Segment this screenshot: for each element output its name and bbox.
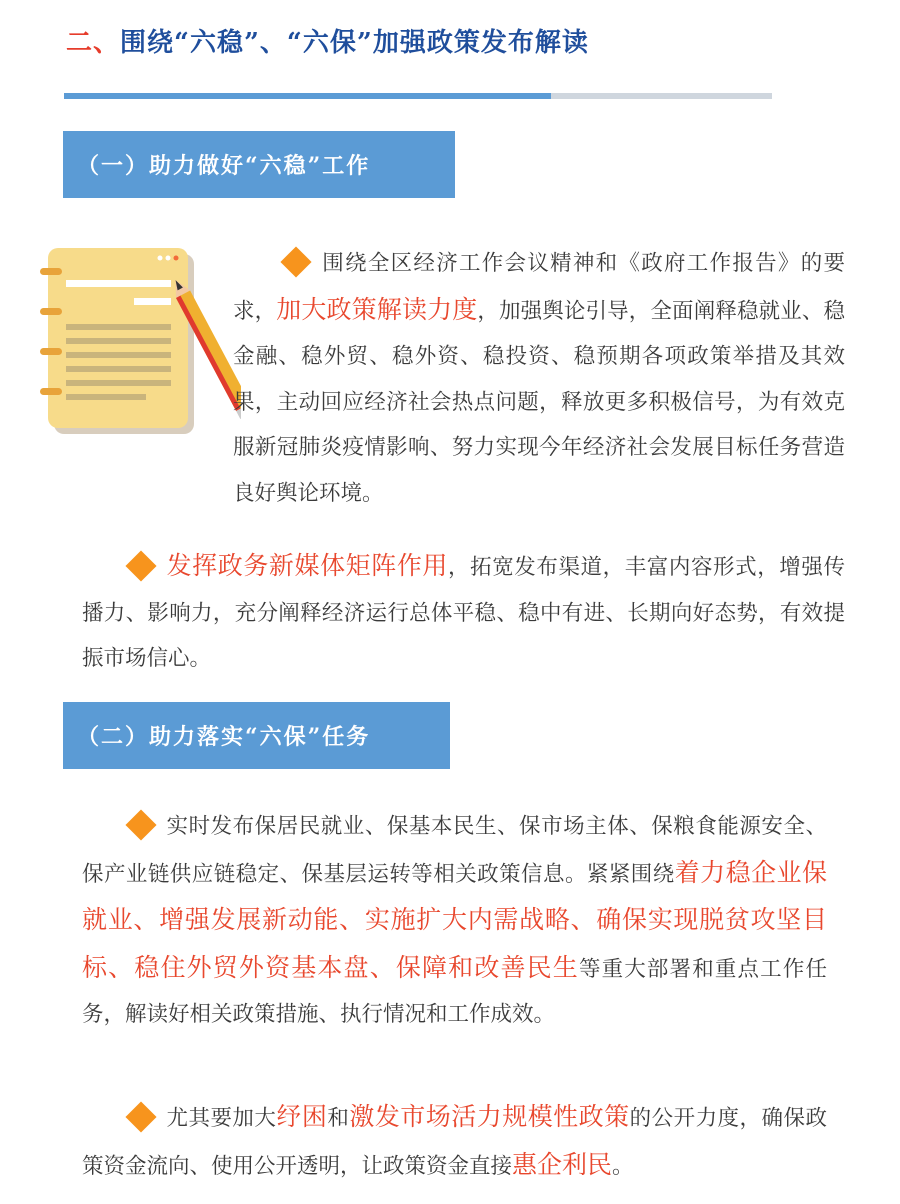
paragraph-1-text-a: 围绕全区经济工作会议精神和《政府工作报告》的要求， <box>233 251 845 324</box>
subsection-header-2: （二）助力落实“六保”任务 <box>63 702 450 769</box>
paragraph-3 <box>82 804 827 1038</box>
diamond-bullet-icon <box>125 1101 156 1132</box>
paragraph-2 <box>82 543 845 682</box>
paragraph-4-text-b: 和 <box>327 1106 350 1131</box>
section-title <box>66 22 589 59</box>
paragraph-3-text-b: 等重大部署和重点工作任务，解读好相关政策措施、执行情况和工作成效。 <box>82 956 827 1027</box>
paragraph-4-highlight-1: 纾困 <box>276 1102 328 1131</box>
paragraph-1-text-b: ，加强舆论引导，全面阐释稳就业、稳金融、稳外贸、稳外资、稳投资、稳预期各项政策举措及其效果，主动回应经济社会热点问题，释放更多积极信号，为有效克服新冠肺炎疫情影响、努力实现今年经济社会发展目标任务营造良好舆论环境。 <box>233 298 845 506</box>
paragraph-4-text-a: 尤其要加大 <box>166 1106 277 1131</box>
notebook-icon <box>36 240 241 440</box>
diamond-bullet-icon <box>125 809 156 840</box>
paragraph-4-highlight-2: 激发市场活力规模性政策 <box>349 1102 630 1131</box>
diamond-bullet-icon <box>125 550 156 581</box>
section-title-text: 围绕“六稳”、“六保”加强政策发布解读 <box>120 28 589 58</box>
title-underline-track <box>551 93 772 99</box>
paragraph-4-highlight-3: 惠企利民 <box>512 1149 613 1179</box>
paragraph-1 <box>233 241 845 516</box>
subsection-header-1: （一）助力做好“六稳”工作 <box>63 131 455 198</box>
paragraph-4 <box>82 1094 827 1189</box>
paragraph-2-text: ，拓宽发布渠道，丰富内容形式，增强传播力、影响力，充分阐释经济运行总体平稳、稳中有进、长期向好态势，有效提振市场信心。 <box>82 555 845 671</box>
title-underline <box>64 93 772 99</box>
paragraph-1-highlight: 加大政策解读力度 <box>276 294 478 324</box>
paragraph-4-text-d: 。 <box>612 1153 634 1179</box>
paragraph-2-highlight: 发挥政务新媒体矩阵作用 <box>166 551 449 580</box>
paragraph-4-text-c: 的公开力度，确保政策资金流向、使用公开透明，让政策资金直接 <box>82 1106 827 1179</box>
section-number: 二、 <box>66 28 121 58</box>
paragraph-3-text-a: 实时发布保居民就业、保基本民生、保市场主体、保粮食能源安全、保产业链供应链稳定、保基层运转等相关政策信息。紧紧围绕 <box>82 814 827 887</box>
diamond-bullet-icon <box>280 246 311 277</box>
paragraph-3-highlight: 着力稳企业保就业、增强发展新动能、实施扩大内需战略、确保实现脱贫攻坚目标、稳住外贸外资基本盘、保障和改善民生 <box>82 857 827 982</box>
title-underline-accent <box>64 93 551 99</box>
